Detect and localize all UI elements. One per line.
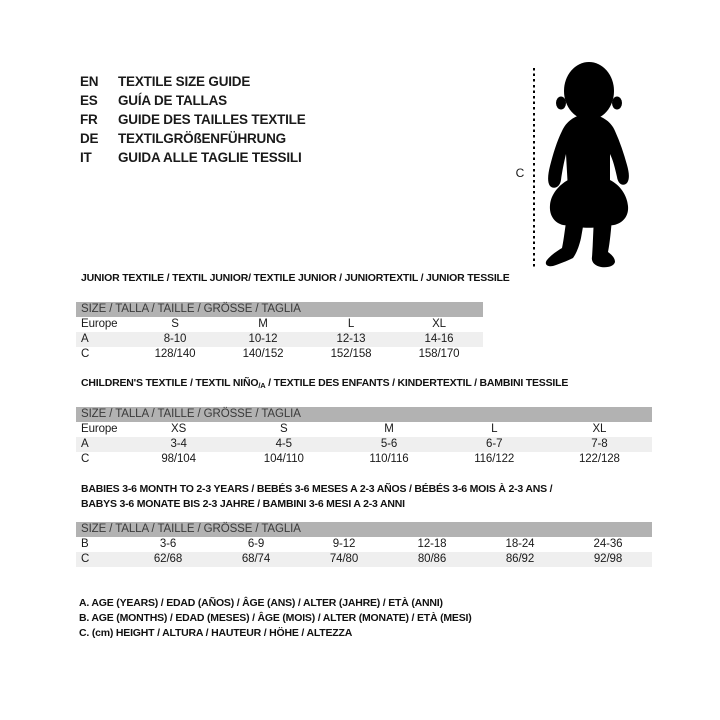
- table-cell: 7-8: [591, 438, 608, 450]
- table-cell: 12-13: [336, 333, 366, 345]
- table-cell: 62/68: [153, 553, 183, 565]
- title-line-2: BABYS 3-6 MONATE BIS 2-3 JAHRE / BAMBINI 3-6 MESI A 2-3 ANNI: [81, 498, 405, 510]
- language-title: GUÍA DE TALLAS: [118, 93, 227, 108]
- row-label: Europe: [81, 318, 118, 330]
- height-measure-label: C: [515, 166, 525, 180]
- table-cell: 98/104: [161, 453, 196, 465]
- table-row: [76, 422, 652, 437]
- table-cell: 12-18: [417, 538, 447, 550]
- table-cell: 3-6: [159, 538, 177, 550]
- table-row: [76, 552, 652, 567]
- table-row: [76, 437, 652, 452]
- table-cell: 128/140: [154, 348, 196, 360]
- junior-textile-table: [76, 272, 510, 362]
- table-row: [76, 317, 483, 332]
- row-label: Europe: [81, 423, 118, 435]
- table-size-header: SIZE / TALLA / TAILLE / GRÖSSE / TAGLIA: [76, 522, 652, 537]
- children-textile-table: [76, 377, 652, 467]
- table-title: [76, 482, 652, 512]
- table-cell: M: [258, 318, 268, 330]
- toddler-silhouette-image: [543, 62, 633, 268]
- language-code: IT: [80, 150, 92, 165]
- note-age-years: A. AGE (YEARS) / EDAD (AÑOS) / ÂGE (ANS) / ALTER (JAHRE) / ETÀ (ANNI): [79, 597, 443, 609]
- table-cell: M: [384, 423, 394, 435]
- table-cell: 80/86: [417, 553, 447, 565]
- note-height-cm: C. (cm) HEIGHT / ALTURA / HAUTEUR / HÖHE / ALTEZZA: [79, 627, 353, 639]
- table-cell: 18-24: [505, 538, 535, 550]
- table-cell: 110/116: [369, 453, 409, 465]
- table-cell: XL: [432, 318, 446, 330]
- language-row-fr: [80, 110, 306, 129]
- table-cell: XS: [171, 423, 187, 435]
- table-size-header: SIZE / TALLA / TAILLE / GRÖSSE / TAGLIA: [76, 302, 483, 317]
- table-cell: 6-7: [486, 438, 503, 450]
- language-title: TEXTILGRÖßENFÜHRUNG: [118, 131, 286, 146]
- table-cell: 92/98: [593, 553, 623, 565]
- table-cell: S: [280, 423, 288, 435]
- title-text: / TEXTILE DES ENFANTS / KINDERTEXTIL / BAMBINI TESSILE: [265, 377, 569, 389]
- legend-notes: [79, 596, 472, 641]
- table-cell: 8-10: [163, 333, 187, 345]
- table-cell: 140/152: [242, 348, 284, 360]
- table-size-header: SIZE / TALLA / TAILLE / GRÖSSE / TAGLIA: [76, 407, 652, 422]
- table-cell: L: [491, 423, 498, 435]
- note-age-months: B. AGE (MONTHS) / EDAD (MESES) / ÂGE (MOIS) / ALTER (MONATE) / ETÀ (MESI): [79, 612, 472, 624]
- height-measure-dashed-line: [533, 68, 535, 268]
- language-title: GUIDA ALLE TAGLIE TESSILI: [118, 150, 302, 165]
- table-rows: [76, 422, 652, 467]
- table-title: [76, 377, 652, 392]
- table-cell: 104/110: [263, 453, 304, 465]
- table-cell: 158/170: [418, 348, 460, 360]
- title-text: CHILDREN'S TEXTILE / TEXTIL NIÑO: [81, 377, 259, 389]
- table-cell: L: [347, 318, 355, 330]
- table-row: [76, 347, 483, 362]
- language-title: TEXTILE SIZE GUIDE: [118, 74, 251, 89]
- table-cell: S: [171, 318, 179, 330]
- table-cell: 5-6: [380, 438, 398, 450]
- table-rows: [76, 317, 483, 362]
- row-label: A: [81, 333, 89, 345]
- title-subscript: /A: [258, 381, 266, 390]
- table-row: [76, 452, 652, 467]
- row-label: A: [81, 438, 89, 450]
- table-cell: 74/80: [329, 553, 359, 565]
- table-cell: 122/128: [578, 453, 620, 465]
- language-row-es: [80, 91, 306, 110]
- table-cell: 6-9: [247, 538, 265, 550]
- row-label: B: [81, 538, 89, 550]
- language-row-it: [80, 148, 306, 167]
- table-cell: XL: [592, 423, 607, 435]
- language-list: [80, 72, 306, 167]
- language-title: GUIDE DES TAILLES TEXTILE: [118, 112, 306, 127]
- language-code: ES: [80, 93, 98, 108]
- title-line-1: BABIES 3-6 MONTH TO 2-3 YEARS / BEBÉS 3-6 MESES A 2-3 AÑOS / BÉBÉS 3-6 MOIS À 2-3 ANS /: [81, 483, 553, 495]
- table-title: JUNIOR TEXTILE / TEXTIL JUNIOR/ TEXTILE JUNIOR / JUNIORTEXTIL / JUNIOR TESSILE: [81, 272, 510, 284]
- language-code: EN: [80, 74, 99, 89]
- table-cell: 116/122: [474, 453, 515, 465]
- babies-textile-table: [76, 482, 652, 567]
- language-row-en: [80, 72, 306, 91]
- table-cell: 86/92: [505, 553, 535, 565]
- table-cell: 68/74: [241, 553, 271, 565]
- row-label: C: [81, 453, 90, 465]
- row-label: C: [81, 348, 90, 360]
- table-cell: 9-12: [332, 538, 356, 550]
- table-cell: 3-4: [170, 438, 187, 450]
- language-code: FR: [80, 112, 98, 127]
- language-code: DE: [80, 131, 99, 146]
- table-cell: 14-16: [424, 333, 454, 345]
- table-rows: [76, 537, 652, 567]
- table-row: [76, 332, 483, 347]
- table-cell: 24-36: [593, 538, 623, 550]
- table-cell: 10-12: [248, 333, 278, 345]
- table-cell: 152/158: [330, 348, 372, 360]
- language-row-de: [80, 129, 306, 148]
- row-label: C: [81, 553, 90, 565]
- table-row: [76, 537, 652, 552]
- table-cell: 4-5: [275, 438, 292, 450]
